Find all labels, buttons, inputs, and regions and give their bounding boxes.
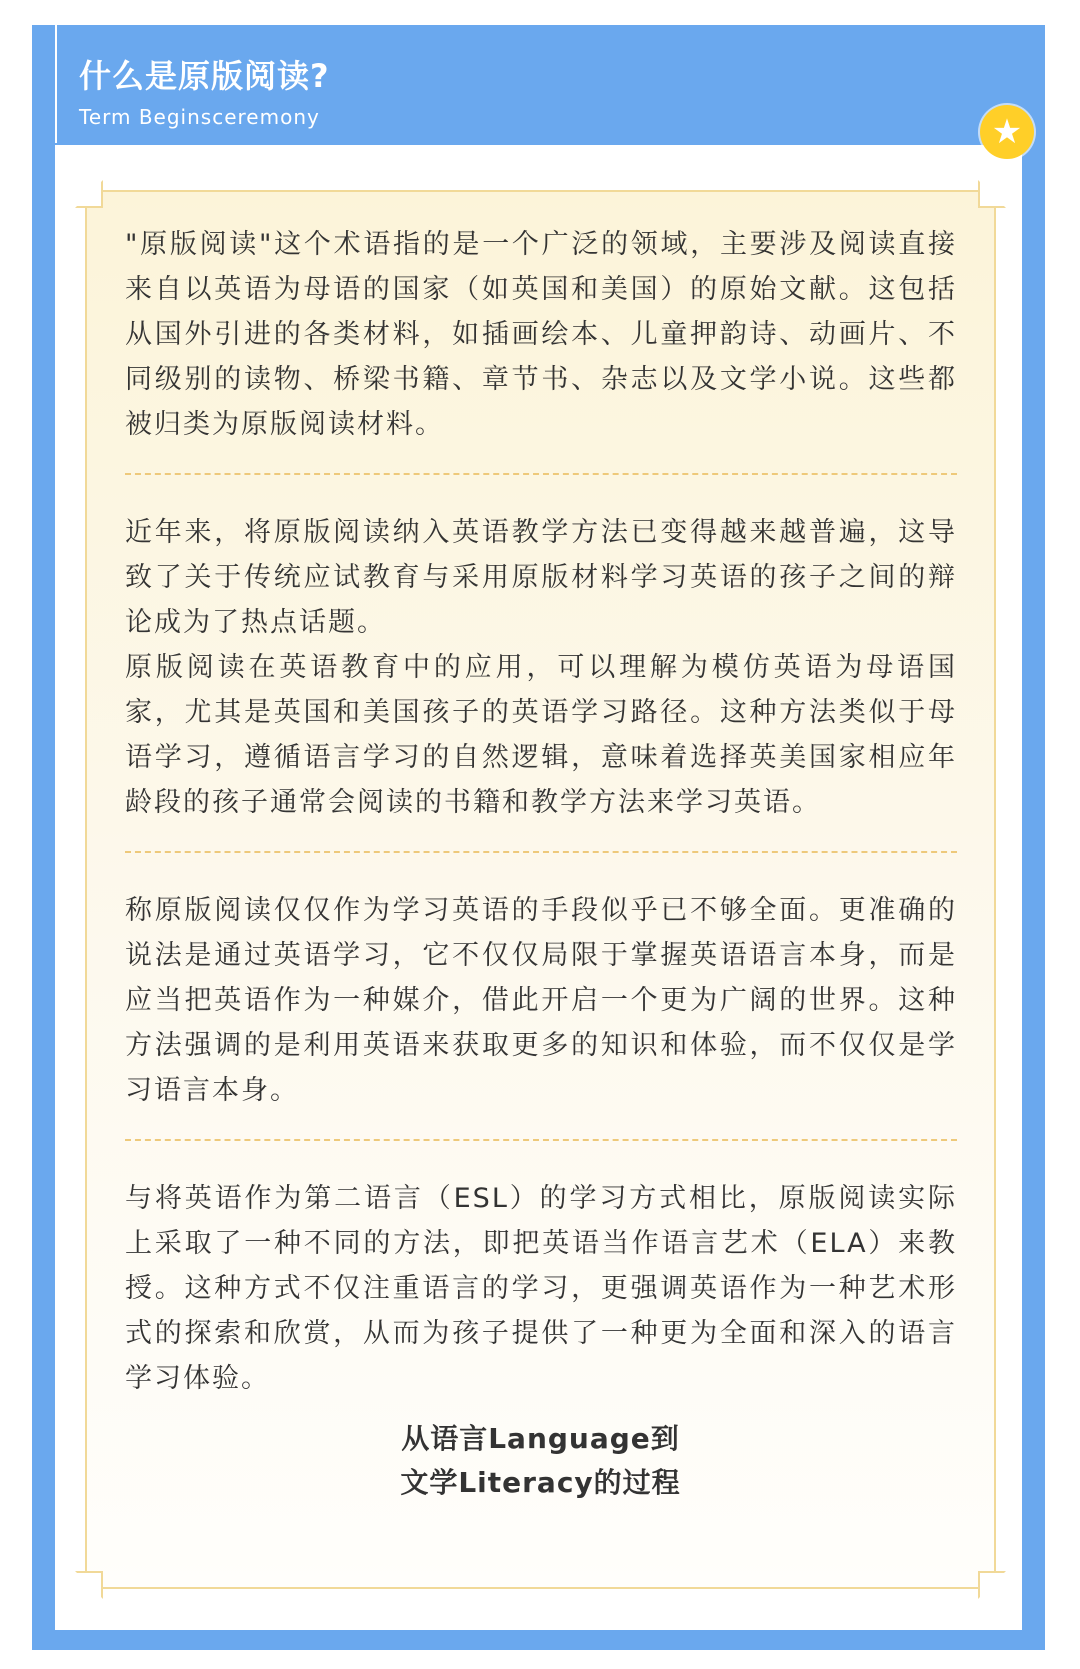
closing-line-2: 文学Literacy的过程: [400, 1466, 681, 1499]
star-badge: [980, 105, 1034, 159]
article-card: [85, 190, 996, 1589]
paragraph: "原版阅读"这个术语指的是一个广泛的领域，主要涉及阅读直接来自以英语为母语的国家（如英国和美国）的原始文献。这包括从国外引进的各类材料，如插画绘本、儿童押韵诗、动画片、不同级别的读物、桥梁书籍、章节书、杂志以及文学小说。这些都被归类为原版阅读材料。: [125, 229, 957, 440]
dashed-divider: [125, 851, 957, 853]
paragraph: 近年来，将原版阅读纳入英语教学方法已变得越来越普遍，这导致了关于传统应试教育与采用原版材料学习英语的孩子之间的辩论成为了热点话题。: [125, 517, 957, 638]
corner-ornament: [978, 180, 1006, 208]
page-subtitle: Term Beginsceremony: [79, 105, 320, 129]
closing-heading: [87, 1417, 994, 1505]
corner-ornament: [75, 180, 103, 208]
dashed-divider: [125, 473, 957, 475]
corner-ornament: [75, 1571, 103, 1599]
article-body: [125, 222, 957, 1401]
corner-ornament: [978, 1571, 1006, 1599]
paragraph: 与将英语作为第二语言（ESL）的学习方式相比，原版阅读实际上采取了一种不同的方法，即把英语当作语言艺术（ELA）来教授。这种方式不仅注重语言的学习，更强调英语作为一种艺术形式的探索和欣赏，从而为孩子提供了一种更为全面和深入的语言学习体验。: [125, 1183, 957, 1394]
paragraph: 称原版阅读仅仅作为学习英语的手段似乎已不够全面。更准确的说法是通过英语学习，它不仅仅局限于掌握英语语言本身，而是应当把英语作为一种媒介，借此开启一个更为广阔的世界。这种方法强调的是利用英语来获取更多的知识和体验，而不仅仅是学习语言本身。: [125, 895, 957, 1106]
dashed-divider: [125, 1139, 957, 1141]
paragraph: 原版阅读在英语教育中的应用，可以理解为模仿英语为母语国家，尤其是英国和美国孩子的英语学习路径。这种方法类似于母语学习，遵循语言学习的自然逻辑，意味着选择英美国家相应年龄段的孩子通常会阅读的书籍和教学方法来学习英语。: [125, 652, 957, 818]
closing-line-1: 从语言Language到: [401, 1422, 680, 1455]
header: [55, 25, 1022, 145]
header-accent-line: [55, 25, 57, 143]
star-icon: ★: [991, 112, 1023, 152]
page-title: 什么是原版阅读?: [79, 57, 330, 95]
